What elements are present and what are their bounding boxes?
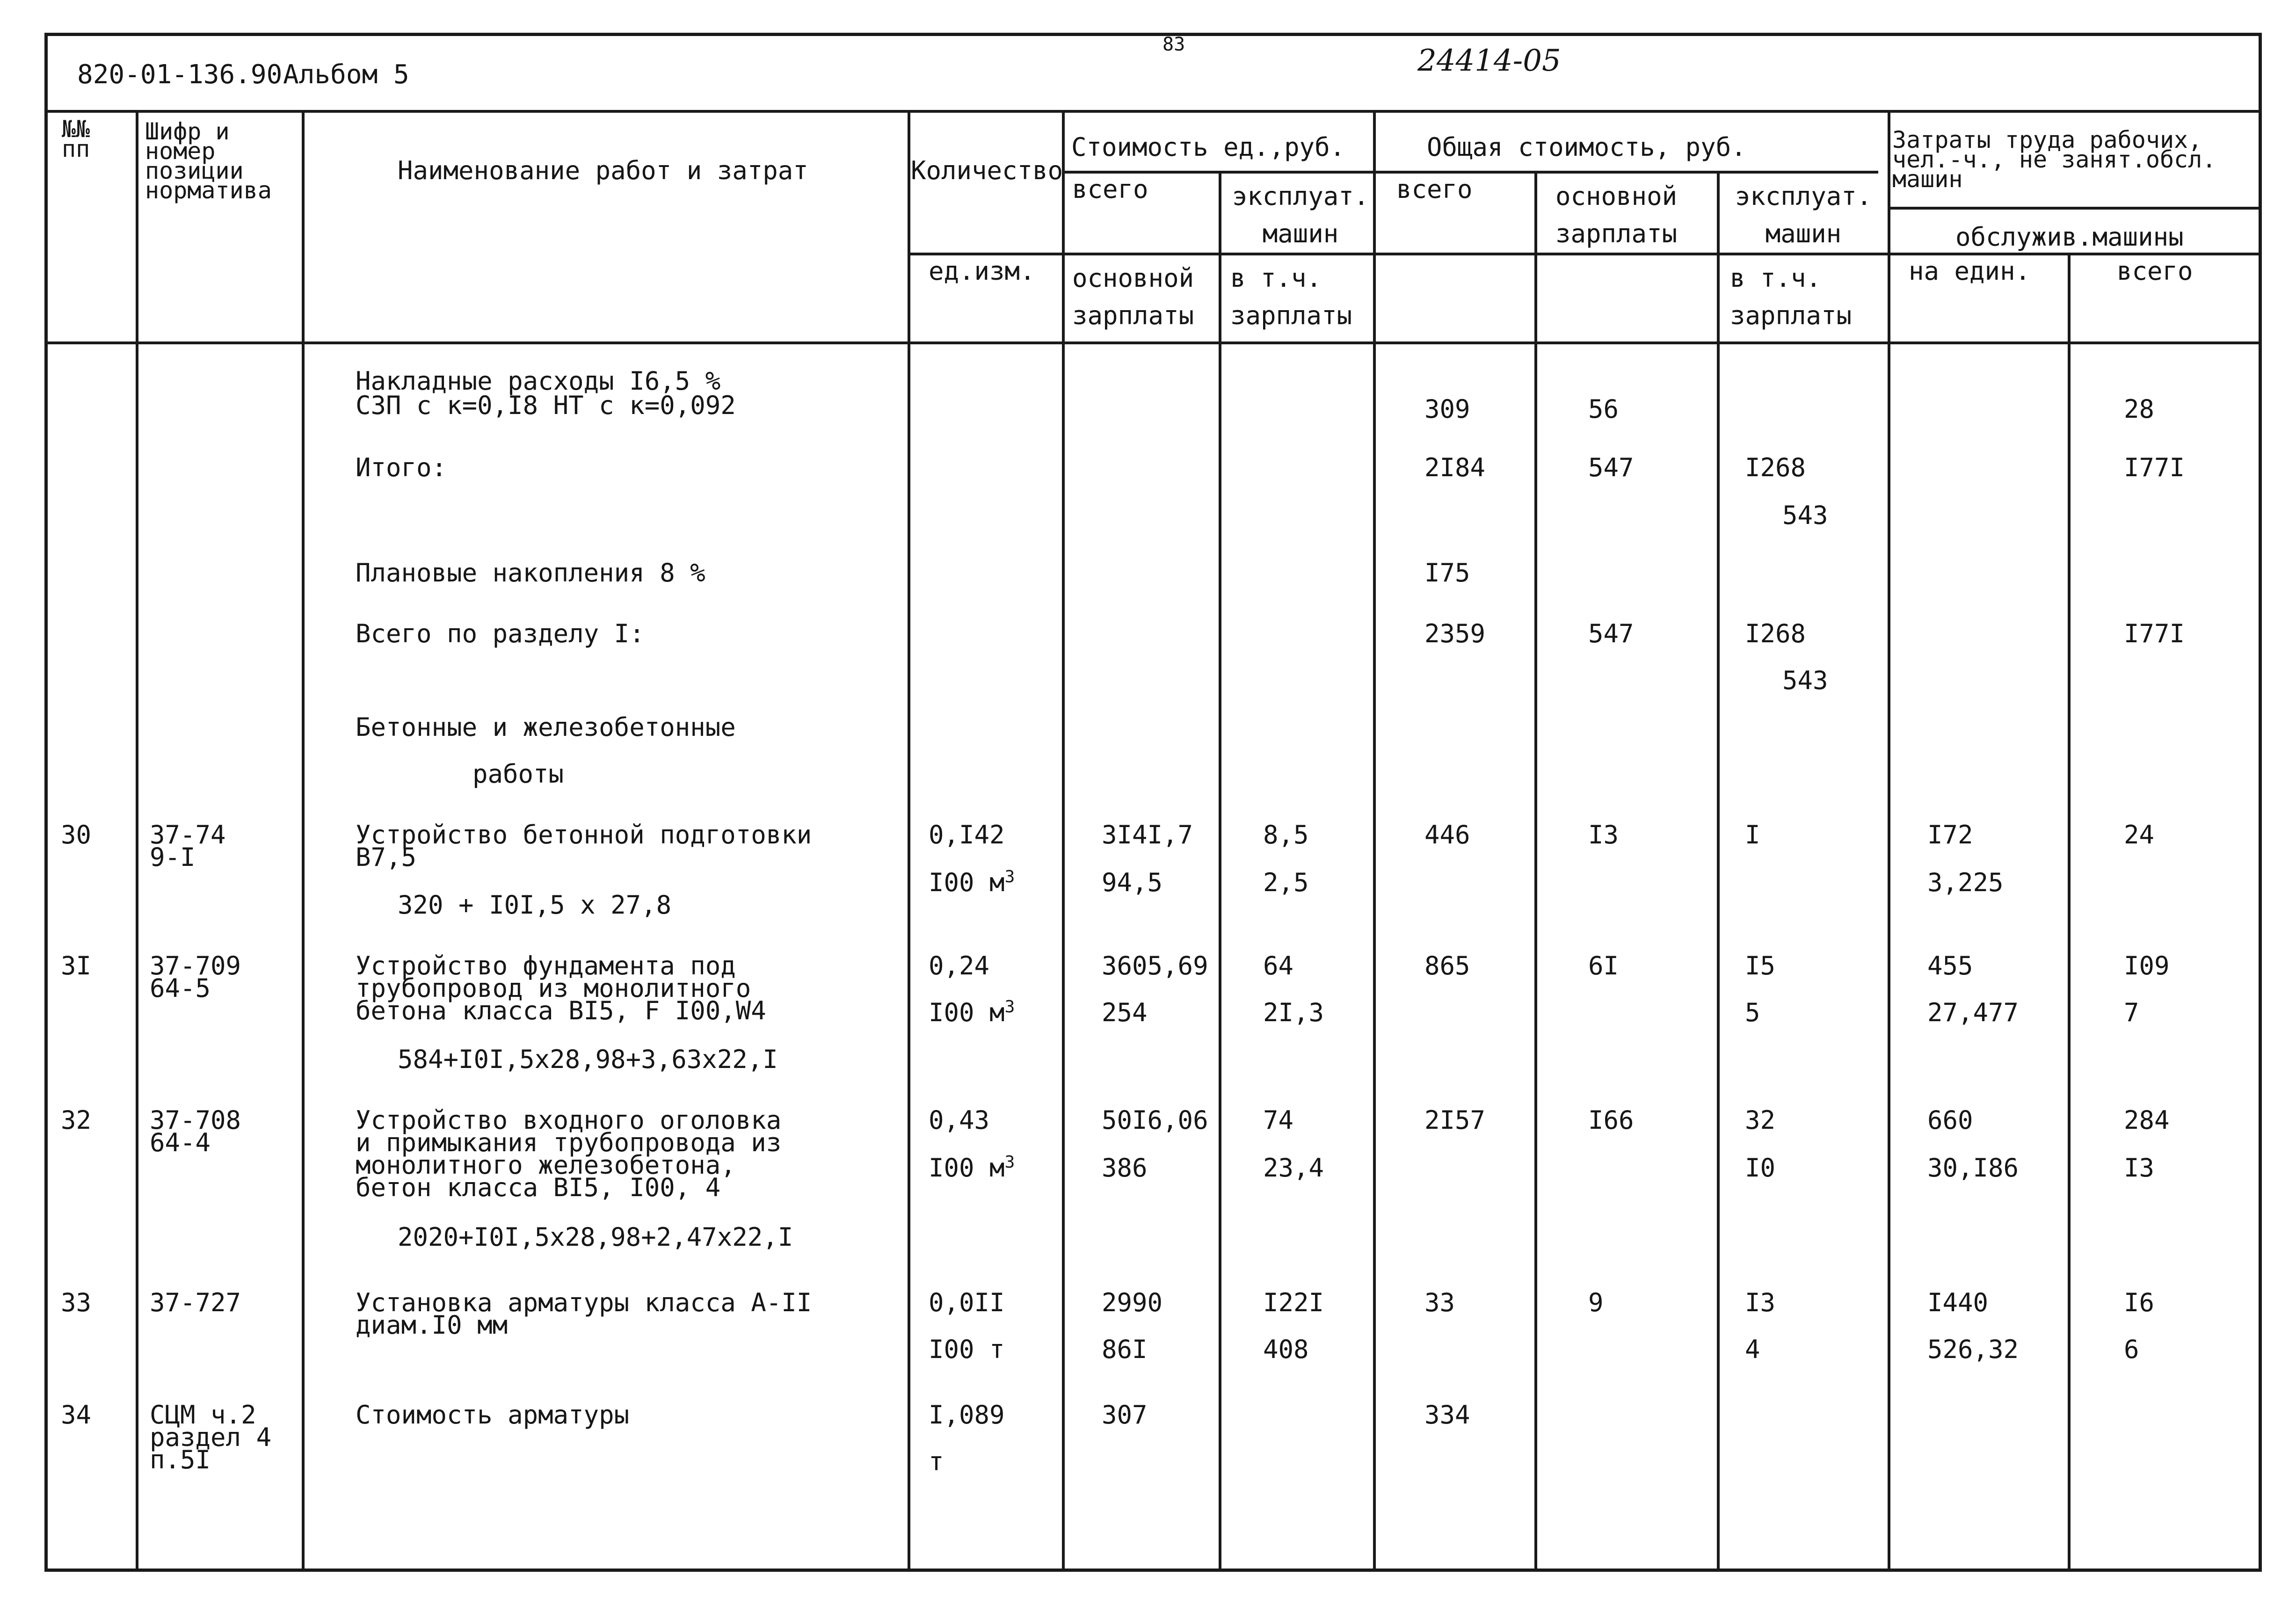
subtotal-machines: I268 (1745, 453, 1806, 482)
row-code-2: раздел 4 (150, 1423, 272, 1452)
row-num: 30 (61, 820, 92, 850)
col-divider-10 (2068, 253, 2071, 1572)
header-unit: ед.изм. (929, 256, 1035, 286)
row-formula: 320 + I0I,5 x 27,8 (398, 890, 672, 920)
row-name-line: Стоимость арматуры (356, 1400, 630, 1430)
row-unit-total: 3I4I,7 (1102, 820, 1193, 850)
row-code: 37-727 (150, 1288, 241, 1317)
row-total: 865 (1424, 951, 1470, 980)
section-heading-cont: работы (472, 759, 564, 789)
header-total-incl-salary: в т.ч. зарплаты (1730, 263, 1852, 330)
row-code-2: 64-5 (150, 973, 211, 1003)
row-labor-total-machine: 6 (2124, 1335, 2139, 1364)
row-labor-unit-machine: 27,477 (1927, 998, 2019, 1027)
col-divider-7 (1534, 171, 1537, 1572)
row-total-machines: I5 (1745, 951, 1776, 980)
header-name: Наименование работ и затрат (398, 156, 808, 185)
row-unit-salary: 254 (1102, 998, 1148, 1027)
row-name-line: диам.I0 мм (356, 1310, 508, 1340)
subtotal-labor: I77I (2124, 453, 2185, 482)
row-unit-machines-salary: 408 (1263, 1335, 1309, 1364)
row-unit-machines: 8,5 (1263, 820, 1309, 850)
header-unit-incl-salary: в т.ч. зарплаты (1230, 263, 1352, 330)
row-qty: 0,43 (929, 1105, 990, 1135)
row-unit-salary: 386 (1102, 1153, 1148, 1183)
header-labor-machines: обслужив.машины (1955, 222, 2184, 252)
row-total: 33 (1424, 1288, 1455, 1317)
section-heading: Бетонные и железобетонные (356, 712, 736, 742)
page-number: 83 (1163, 34, 1185, 55)
section-salary: 547 (1588, 619, 1634, 648)
row-unit-total: 307 (1102, 1400, 1148, 1430)
overhead-note: СЗП с к=0,I8 НТ с к=0,092 (356, 391, 736, 420)
section-total: 2359 (1424, 619, 1486, 648)
subtotal-salary: 547 (1588, 453, 1634, 482)
section-labor: I77I (2124, 619, 2185, 648)
header-bottom-rule (44, 341, 2262, 344)
row-code: 37-709 (150, 951, 241, 980)
row-unit-total: 50I6,06 (1102, 1105, 1208, 1135)
row-unit: I00 $м^3$ (929, 1153, 1015, 1183)
row-labor-total: I6 (2124, 1288, 2155, 1317)
album-label: Альбом 5 (283, 59, 409, 90)
row-code-2: 64-4 (150, 1128, 211, 1157)
row-unit-machines-salary: 2I,3 (1263, 998, 1324, 1027)
row-num: 3I (61, 951, 92, 980)
header-qty: Количество (911, 156, 1063, 185)
row-labor-total: 284 (2124, 1105, 2170, 1135)
row-labor-total: 24 (2124, 820, 2155, 850)
row-unit: I00 т (929, 1335, 1005, 1364)
row-labor-total: I09 (2124, 951, 2170, 980)
overhead-labor: 28 (2124, 394, 2155, 424)
row-num: 33 (61, 1288, 92, 1317)
row-qty: 0,0II (929, 1288, 1005, 1317)
row-qty: I,089 (929, 1400, 1005, 1430)
col-divider-5 (1219, 171, 1221, 1572)
header-labor-per-unit: на един. (1909, 256, 2031, 286)
col-divider-9 (1888, 110, 1890, 1572)
header-total-total: всего (1396, 174, 1473, 204)
header-unit-machines: эксплуат. машин (1232, 182, 1369, 248)
header-code: Шифр и номер позиции норматива (145, 118, 272, 204)
row-total: 446 (1424, 820, 1470, 850)
row-labor-total-machine: 7 (2124, 998, 2139, 1027)
header-total-cost: Общая стоимость, руб. (1427, 132, 1746, 162)
row-name-line: Устройство входного оголовка (356, 1105, 782, 1135)
row-labor-unit: I72 (1927, 820, 1973, 850)
row-unit: I00 $м^3$ (929, 997, 1015, 1027)
row-qty: 0,I42 (929, 820, 1005, 850)
row-total: 2I57 (1424, 1105, 1486, 1135)
row-labor-unit: I440 (1927, 1288, 1989, 1317)
row-formula: 584+I0I,5x28,98+3,63x22,I (398, 1045, 778, 1074)
row-unit-salary: 94,5 (1102, 868, 1163, 897)
col-divider-8 (1717, 171, 1720, 1572)
row-code: 37-708 (150, 1105, 241, 1135)
row-unit-machines: I22I (1263, 1288, 1324, 1317)
row-labor-unit: 660 (1927, 1105, 1973, 1135)
header-labor: Затраты труда рабочих, чел.-ч., не занят.обсл. машин (1892, 126, 2216, 193)
row-code-2: 9-I (150, 842, 196, 872)
row-total-machines: I3 (1745, 1288, 1776, 1317)
overhead-salary: 56 (1588, 394, 1619, 424)
header-total-base-salary: основной зарплаты (1555, 182, 1678, 248)
row-labor-unit-machine: 3,225 (1927, 868, 2004, 897)
row-unit: т (929, 1447, 944, 1476)
row-name-line: бетона класса BI5, F I00,W4 (356, 996, 766, 1025)
col-divider-2 (302, 110, 305, 1572)
col-divider-4 (1062, 110, 1065, 1572)
row-total-machines-salary: 4 (1745, 1335, 1760, 1364)
row-total: 334 (1424, 1400, 1470, 1430)
header-top-rule (44, 110, 2262, 113)
section-machines: I268 (1745, 619, 1806, 648)
row-unit-machines-salary: 23,4 (1263, 1153, 1324, 1183)
overhead-label: Накладные расходы I6,5 % (356, 366, 721, 396)
section-machines-salary: 543 (1782, 666, 1828, 695)
row-total-machines-salary: I0 (1745, 1153, 1776, 1183)
row-labor-unit-machine: 30,I86 (1927, 1153, 2019, 1183)
row-name-line: Устройство фундамента под (356, 951, 736, 980)
row-name-line: и примыкания трубопровода из (356, 1128, 782, 1157)
row-unit: I00 $м^3$ (929, 867, 1015, 897)
subtotal-machines-salary: 543 (1782, 501, 1828, 530)
header-unit-cost: Стоимость ед.,руб. (1071, 132, 1345, 162)
section-total-label: Всего по разделу I: (356, 619, 645, 648)
row-formula: 2020+I0I,5x28,98+2,47x22,I (398, 1222, 793, 1252)
row-name-line: монолитного железобетона, (356, 1150, 736, 1180)
header-unit-base-salary: основной зарплаты (1072, 263, 1194, 330)
header-total-machines: эксплуат. машин (1735, 182, 1872, 248)
planned-total: I75 (1424, 558, 1470, 588)
row-unit-machines-salary: 2,5 (1263, 868, 1309, 897)
row-total-machines-salary: 5 (1745, 998, 1760, 1027)
row-name-line: трубопровод из монолитного (356, 973, 751, 1003)
row-unit-machines: 64 (1263, 951, 1294, 980)
row-labor-unit: 455 (1927, 951, 1973, 980)
handwritten-code: 24414-05 (1417, 44, 1561, 78)
subtotal-total: 2I84 (1424, 453, 1486, 482)
planned-label: Плановые накопления 8 % (356, 558, 705, 588)
col-divider-3 (908, 110, 910, 1572)
overhead-total: 309 (1424, 394, 1470, 424)
row-unit-total: 2990 (1102, 1288, 1163, 1317)
row-unit-total: 3605,69 (1102, 951, 1208, 980)
row-total-machines: I (1745, 820, 1760, 850)
row-name-line: бетон класса BI5, I00, 4 (356, 1173, 721, 1202)
row-num: 34 (61, 1400, 92, 1430)
row-num: 32 (61, 1105, 92, 1135)
row-qty: 0,24 (929, 951, 990, 980)
row-name-line: Установка арматуры класса A-II (356, 1288, 812, 1317)
row-total-machines: 32 (1745, 1105, 1776, 1135)
row-total-salary: I66 (1588, 1105, 1634, 1135)
row-name-line: Устройство бетонной подготовки (356, 820, 812, 850)
row-code-3: п.5I (150, 1445, 211, 1474)
row-unit-machines: 74 (1263, 1105, 1294, 1135)
row-code: СЦМ ч.2 (150, 1400, 256, 1430)
row-code: 37-74 (150, 820, 226, 850)
row-name-line: B7,5 (356, 842, 417, 872)
header-labor-total: всего (2117, 256, 2193, 286)
row-labor-unit-machine: 526,32 (1927, 1335, 2019, 1364)
row-labor-total-machine: I3 (2124, 1153, 2155, 1183)
labor-subheader-rule (1888, 207, 2262, 210)
col-divider-6 (1373, 110, 1376, 1572)
header-unit-total: всего (1072, 174, 1148, 204)
cost-subheader-rule (1062, 171, 1878, 174)
row-total-salary: 9 (1588, 1288, 1604, 1317)
row-total-salary: I3 (1588, 820, 1619, 850)
row-unit-salary: 86I (1102, 1335, 1148, 1364)
subtotal-label: Итого: (356, 453, 447, 482)
col-divider-1 (136, 110, 138, 1572)
doc-code: 820-01-136.90 (77, 59, 283, 90)
labor-mid-rule (1888, 253, 2262, 255)
row-total-salary: 6I (1588, 951, 1619, 980)
header-num: №№ пп (62, 116, 90, 162)
